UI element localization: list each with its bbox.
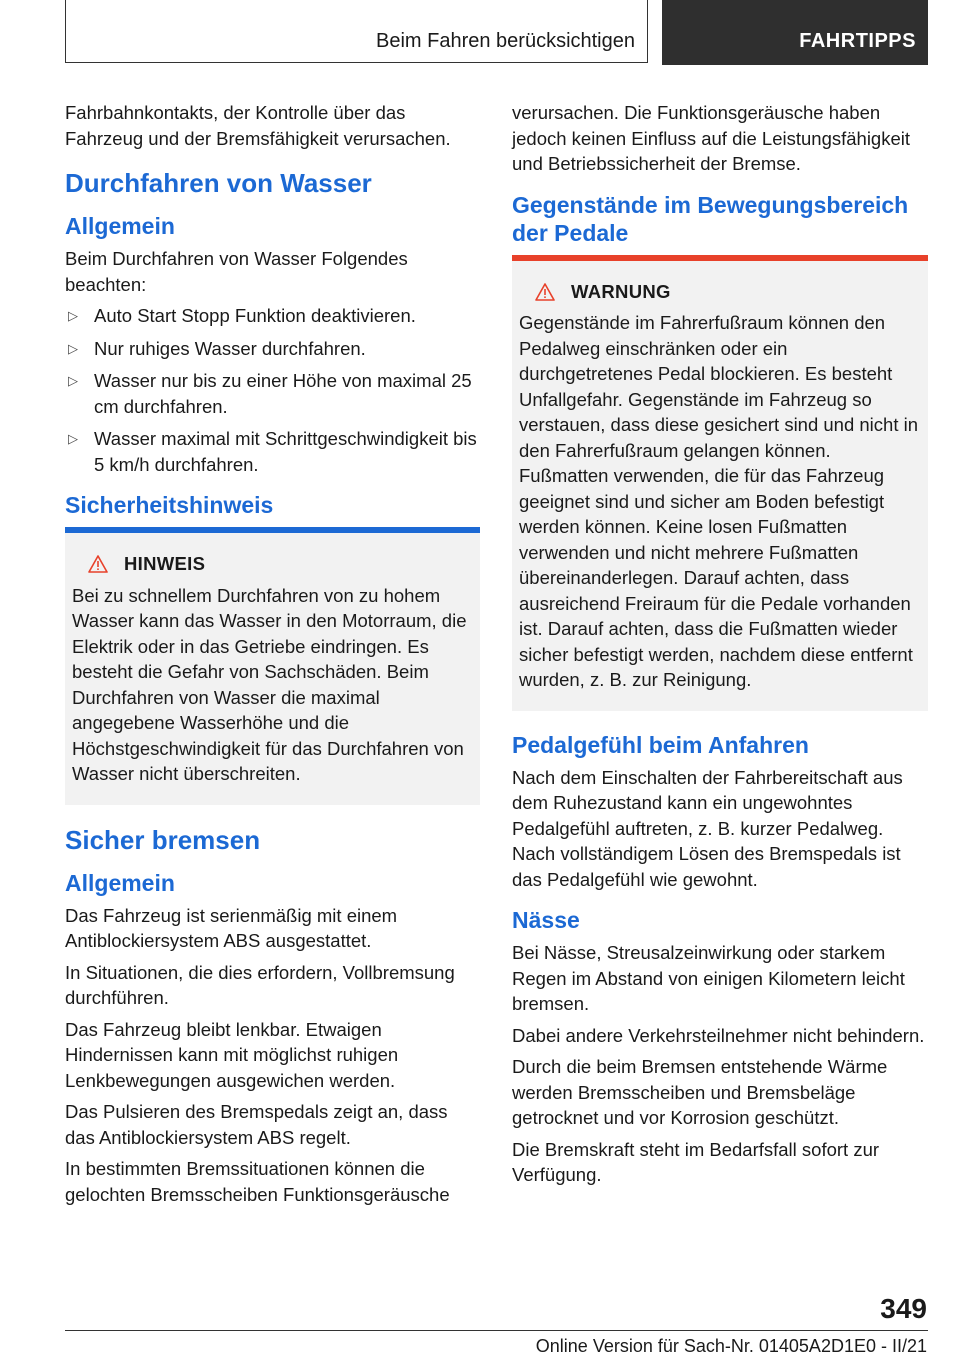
brake-paragraph: In bestimmten Bremssituationen können die gelochten Bremsscheiben Funktionsgeräusche — [65, 1158, 450, 1205]
chapter-tab — [662, 0, 928, 65]
heading-general: Allgemein — [65, 213, 175, 239]
heading-pedal-objects: Gegenstände im Bewegungsbereich der Pedale — [512, 191, 909, 246]
heading-safety: Sicherheitshinweis — [65, 492, 274, 518]
continued-paragraph: verursachen. Die Funktionsgeräusche haben jedoch keinen Einfluss auf die Leistungsfähigkeit und Betriebssicherheit der Bremse. — [512, 102, 911, 174]
notice-text: Bei zu schnellem Durchfahren von zu hohem Wasser kann das Wasser in den Motorraum, die Elektrik oder in das Getriebe eindringen. Es besteht die Gefahr von Sachschäden. Beim Durchfahren von Wasser die maximal angegebene Wasserhöhe und die Höchstgeschwindigkeit für das Durchfahren von Wasser nicht überschreiten. — [72, 584, 467, 784]
water-bullet-list — [65, 303, 480, 477]
triangle-bullet-icon: ▷ — [68, 340, 78, 356]
wet-paragraph: Bei Nässe, Streusalzeinwirkung oder starkem Regen im Abstand von einigen Kilometern leicht bremsen. — [512, 942, 905, 1014]
heading-pedal-feel: Pedalgefühl beim Anfahren — [512, 731, 809, 758]
triangle-bullet-icon: ▷ — [68, 373, 78, 388]
triangle-bullet-icon: ▷ — [68, 431, 78, 446]
warning-triangle-icon — [88, 555, 108, 573]
warning-triangle-icon — [535, 283, 555, 301]
water-intro: Beim Durchfahren von Wasser Folgendes beachten: — [65, 248, 408, 295]
list-item: ▷ Wasser nur bis zu einer Höhe von maximal 25 cm durchfahren. — [68, 370, 472, 417]
wet-paragraph: Durch die beim Bremsen entstehende Wärme werden Bremsscheiben und Bremsbeläge getrocknet und vor Korrosion geschützt. — [512, 1056, 888, 1128]
intro-paragraph: Fahrbahnkontakts, der Kontrolle über das Fahrzeug und der Bremsfähigkeit verursachen. — [65, 102, 451, 149]
warning-text: Gegenstände im Fahrerfußraum können den Pedalweg einschränken oder ein durchgetretenes Pedal blockieren. Es besteht Unfallgefahr. Gegenstände im Fahrzeug so verstauen, dass diese gesichert sind und nicht in den Fahrerfußraum gelangen können. Fußmatten verwenden, die für das Fahrzeug geeignet sind und sicher am Boden befestigt werden können. Keine losen Fußmatten verwenden und nicht mehrere Fußmatten übereinanderlegen. Darauf achten, dass ausreichend Freiraum für die Pedale vorhanden ist. Darauf achten, dass die Fußmatten wieder sicher befestigt werden, nachdem diese entfernt wurden, z. B. zur Reinigung. — [519, 312, 919, 690]
brake-paragraph: Das Pulsieren des Bremspedals zeigt an, dass das Antiblockiersystem ABS regelt. — [65, 1101, 448, 1148]
wet-paragraph: Die Bremskraft steht im Bedarfsfall sofort zur Verfügung. — [512, 1138, 880, 1185]
footer-text: Online Version für Sach-Nr. 01405A2D1E0 - II/21 — [535, 1336, 927, 1356]
notice-title: HINWEIS — [72, 551, 472, 577]
footer-rule — [65, 1330, 928, 1331]
list-item: ▷ Auto Start Stopp Funktion deaktivieren. — [65, 303, 480, 329]
list-item: ▷ Nur ruhiges Wasser durchfahren. — [65, 336, 480, 362]
heading-brake: Sicher bremsen — [65, 824, 261, 855]
pedal-paragraph: Nach dem Einschalten der Fahrbereitschaft aus dem Ruhezustand kann ein ungewohntes Pedalgefühl auftreten, z. B. kurzer Pedalweg. Nach vollständigem Lösen des Bremspedals ist das Pedalgefühl wie gewohnt. — [512, 766, 903, 890]
brake-paragraph: In Situationen, die dies erfordern, Vollbremsung durchführen. — [65, 961, 455, 1008]
right-column — [512, 100, 928, 1194]
brake-paragraph: Das Fahrzeug bleibt lenkbar. Etwaigen Hindernissen kann mit möglichst ruhigen Lenkbewegungen ausgewichen werden. — [65, 1018, 399, 1091]
list-item: ▷ Wasser maximal mit Schrittgeschwindigkeit bis 5 km/h durchfahren. — [68, 428, 477, 475]
warning-title: WARNUNG — [519, 279, 920, 305]
triangle-bullet-icon: ▷ — [68, 308, 78, 323]
wet-paragraph: Dabei andere Verkehrsteilnehmer nicht behindern. — [512, 1024, 925, 1046]
heading-water: Durchfahren von Wasser — [65, 168, 372, 198]
warning-box — [512, 255, 928, 711]
brake-paragraph: Das Fahrzeug ist serienmäßig mit einem Antiblockiersystem ABS ausgestattet. — [65, 904, 398, 951]
heading-wet: Nässe — [512, 907, 580, 933]
section-header — [65, 0, 648, 63]
chapter-title: FAHRTIPPS — [799, 30, 916, 52]
section-title: Beim Fahren berücksichtigen — [375, 30, 635, 52]
notice-box — [65, 527, 480, 805]
page-number: 349 — [880, 1293, 927, 1324]
page-header — [65, 0, 928, 65]
heading-general-brake: Allgemein — [65, 869, 175, 896]
left-column — [65, 100, 480, 1213]
